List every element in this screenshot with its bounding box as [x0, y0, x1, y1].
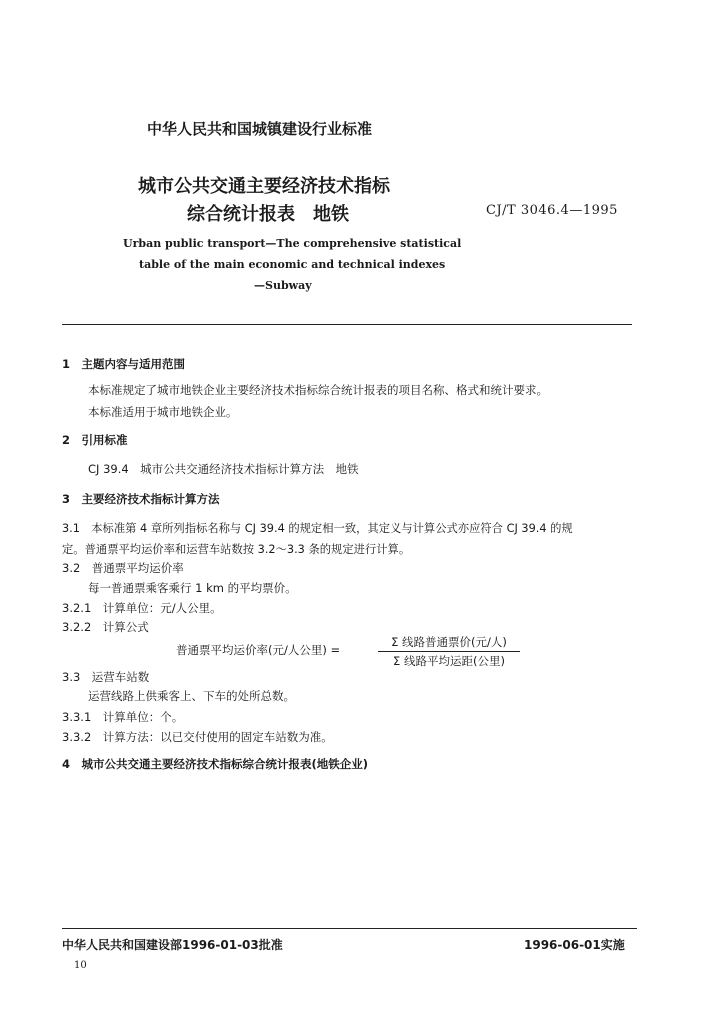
header-divider: [62, 324, 632, 325]
clause-3-3-1: 3.3.1 计算单位：个。: [62, 710, 184, 724]
english-title-line2: table of the main economic and technical indexes: [139, 258, 446, 271]
clause-3-2-2: 3.2.2 计算公式: [62, 620, 149, 634]
english-title-line1: Urban public transport—The comprehensive statistical: [123, 237, 462, 250]
section-1-heading: 1 主题内容与适用范围: [62, 357, 186, 371]
clause-3-2-heading: 3.2 普通票平均运价率: [62, 561, 184, 575]
clause-3-3-2: 3.3.2 计算方法：以已交付使用的固定车站数为准。: [62, 730, 333, 744]
formula-denominator: Σ 线路平均运距(公里): [393, 654, 505, 668]
section-2-heading: 2 引用标准: [62, 433, 128, 447]
section-1-paragraph-1: 本标准规定了城市地铁企业主要经济技术指标综合统计报表的项目名称、格式和统计要求。: [88, 383, 548, 397]
section-4-heading: 4 城市公共交通主要经济技术指标综合统计报表(地铁企业): [62, 757, 369, 771]
clause-3-3-description: 运营线路上供乘客上、下车的处所总数。: [88, 689, 295, 703]
reference-standard: CJ 39.4 城市公共交通经济技术指标计算方法 地铁: [88, 462, 359, 476]
clause-3-2-description: 每一普通票乘客乘行 1 km 的平均票价。: [88, 581, 297, 595]
clause-3-1-line2: 定。普通票平均运价率和运营车站数按 3.2～3.3 条的规定进行计算。: [62, 543, 411, 556]
formula-lhs: 普通票平均运价率(元/人公里) =: [176, 643, 341, 657]
section-3-heading: 3 主要经济技术指标计算方法: [62, 492, 220, 506]
english-title-line3: —Subway: [254, 279, 312, 292]
approval-line: 中华人民共和国建设部1996-01-03批准: [62, 938, 283, 952]
standard-number: CJ/T 3046.4—1995: [486, 203, 618, 218]
section-1-paragraph-2: 本标准适用于城市地铁企业。: [88, 405, 238, 419]
clause-3-3-heading: 3.3 运营车站数: [62, 670, 150, 684]
doc-title-line1: 城市公共交通主要经济技术指标: [138, 176, 390, 197]
doc-title-line2: 综合统计报表 地铁: [187, 204, 349, 225]
clause-3-1-line1: 3.1 本标准第 4 章所列指标名称与 CJ 39.4 的规定相一致，其定义与计算公式亦应符合 CJ 39.4 的规: [62, 522, 573, 535]
formula-fraction: [378, 634, 520, 670]
footer-divider: [62, 928, 637, 929]
formula-numerator: Σ 线路普通票价(元/人): [391, 635, 507, 649]
clause-3-2-1: 3.2.1 计算单位：元/人公里。: [62, 601, 222, 615]
page-number: 10: [74, 960, 87, 971]
implementation-date: 1996-06-01实施: [524, 938, 625, 952]
org-title: 中华人民共和国城镇建设行业标准: [147, 120, 373, 138]
fraction-bar: [378, 651, 520, 652]
